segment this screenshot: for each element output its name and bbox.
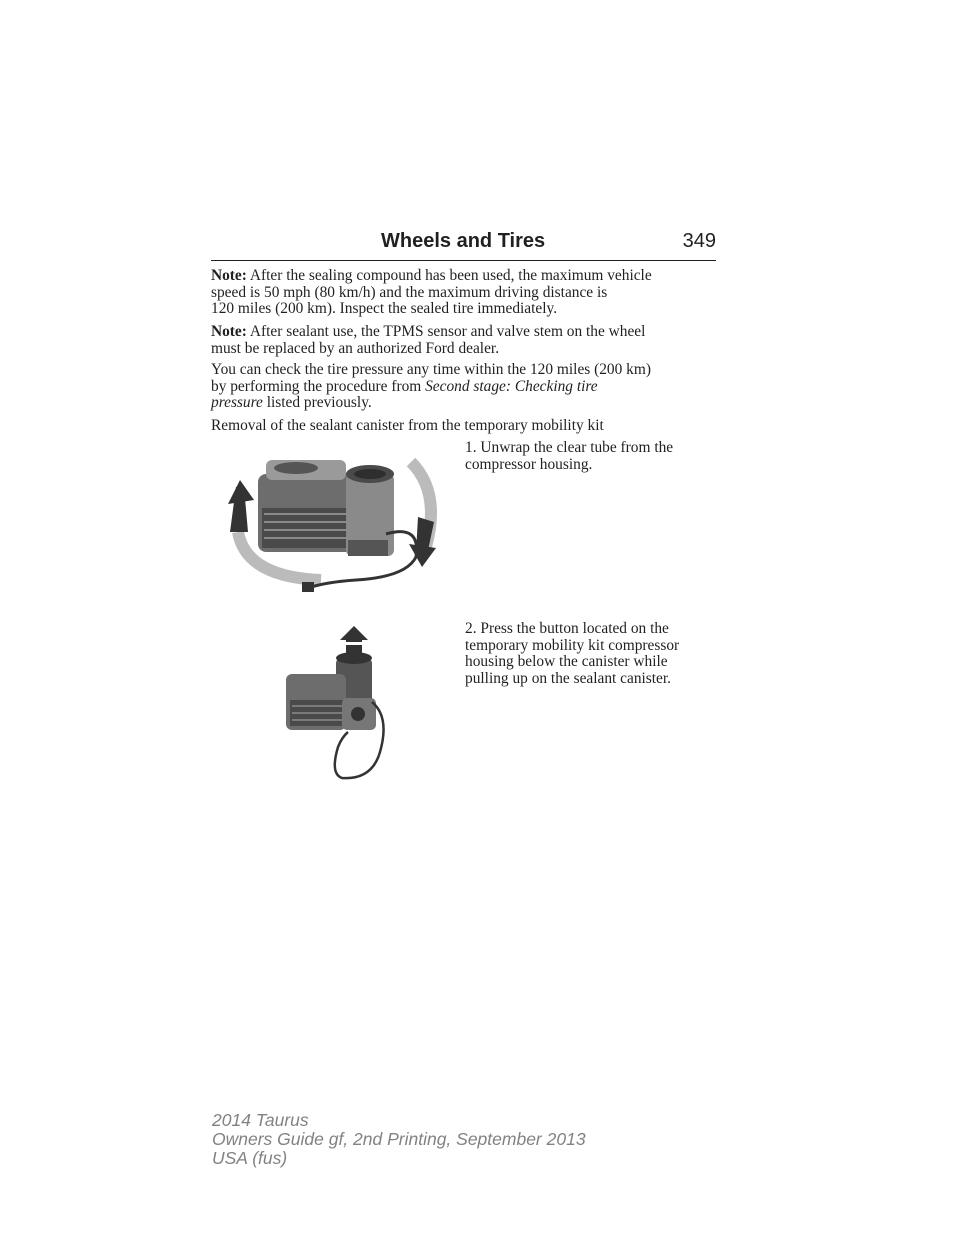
canister-removal-illustration [282, 622, 392, 784]
note-label: Note: [211, 267, 247, 284]
footer-country: USA [212, 1148, 248, 1168]
footer-model: 2014 Taurus [212, 1110, 309, 1130]
cross-reference: Second stage: Checking tire [425, 377, 598, 395]
check-pressure-paragraph [211, 362, 717, 412]
text-line: compressor housing. [465, 455, 593, 473]
note-speed [211, 268, 717, 318]
text-line: 1. Unwrap the clear tube from the [465, 439, 674, 456]
text-line: After the sealing compound has been used, the maximum vehicle [249, 267, 652, 284]
footer-market [212, 1149, 586, 1168]
section-title: Wheels and Tires [381, 230, 546, 252]
text-line: 120 miles (200 km). Inspect the sealed tire immediately. [211, 300, 558, 317]
page-footer [212, 1111, 586, 1168]
text-line: You can check the tire pressure any time within the 120 miles (200 km) [211, 361, 651, 378]
step-1 [465, 440, 710, 473]
note-tpms [211, 324, 717, 357]
text-line: by performing the procedure from [211, 377, 426, 395]
text-line: temporary mobility kit compressor [465, 636, 680, 654]
note-label: Note: [211, 323, 247, 340]
compressor-unwrap-illustration [226, 452, 446, 597]
text-line: 2. Press the button located on the [465, 620, 669, 637]
text-line: pulling up on the sealant canister. [465, 669, 672, 687]
text-line: listed previously. [262, 394, 372, 411]
text-line: Removal of the sealant canister from the temporary mobility kit [211, 417, 604, 434]
footer-code: (fus) [252, 1148, 288, 1168]
page-header [211, 228, 716, 261]
text-line: must be replaced by an authorized Ford dealer. [211, 339, 500, 357]
footer-edition: Owners Guide gf, 2nd Printing, September 2013 [212, 1129, 586, 1149]
text-line: speed is 50 mph (80 km/h) and the maximum driving distance is [211, 283, 608, 301]
text-line: After sealant use, the TPMS sensor and valve stem on the wheel [249, 323, 646, 340]
step-2 [465, 621, 710, 687]
cross-reference: pressure [211, 394, 263, 411]
page-number: 349 [682, 230, 716, 252]
removal-heading [211, 418, 717, 435]
text-line: housing below the canister while [465, 653, 668, 670]
